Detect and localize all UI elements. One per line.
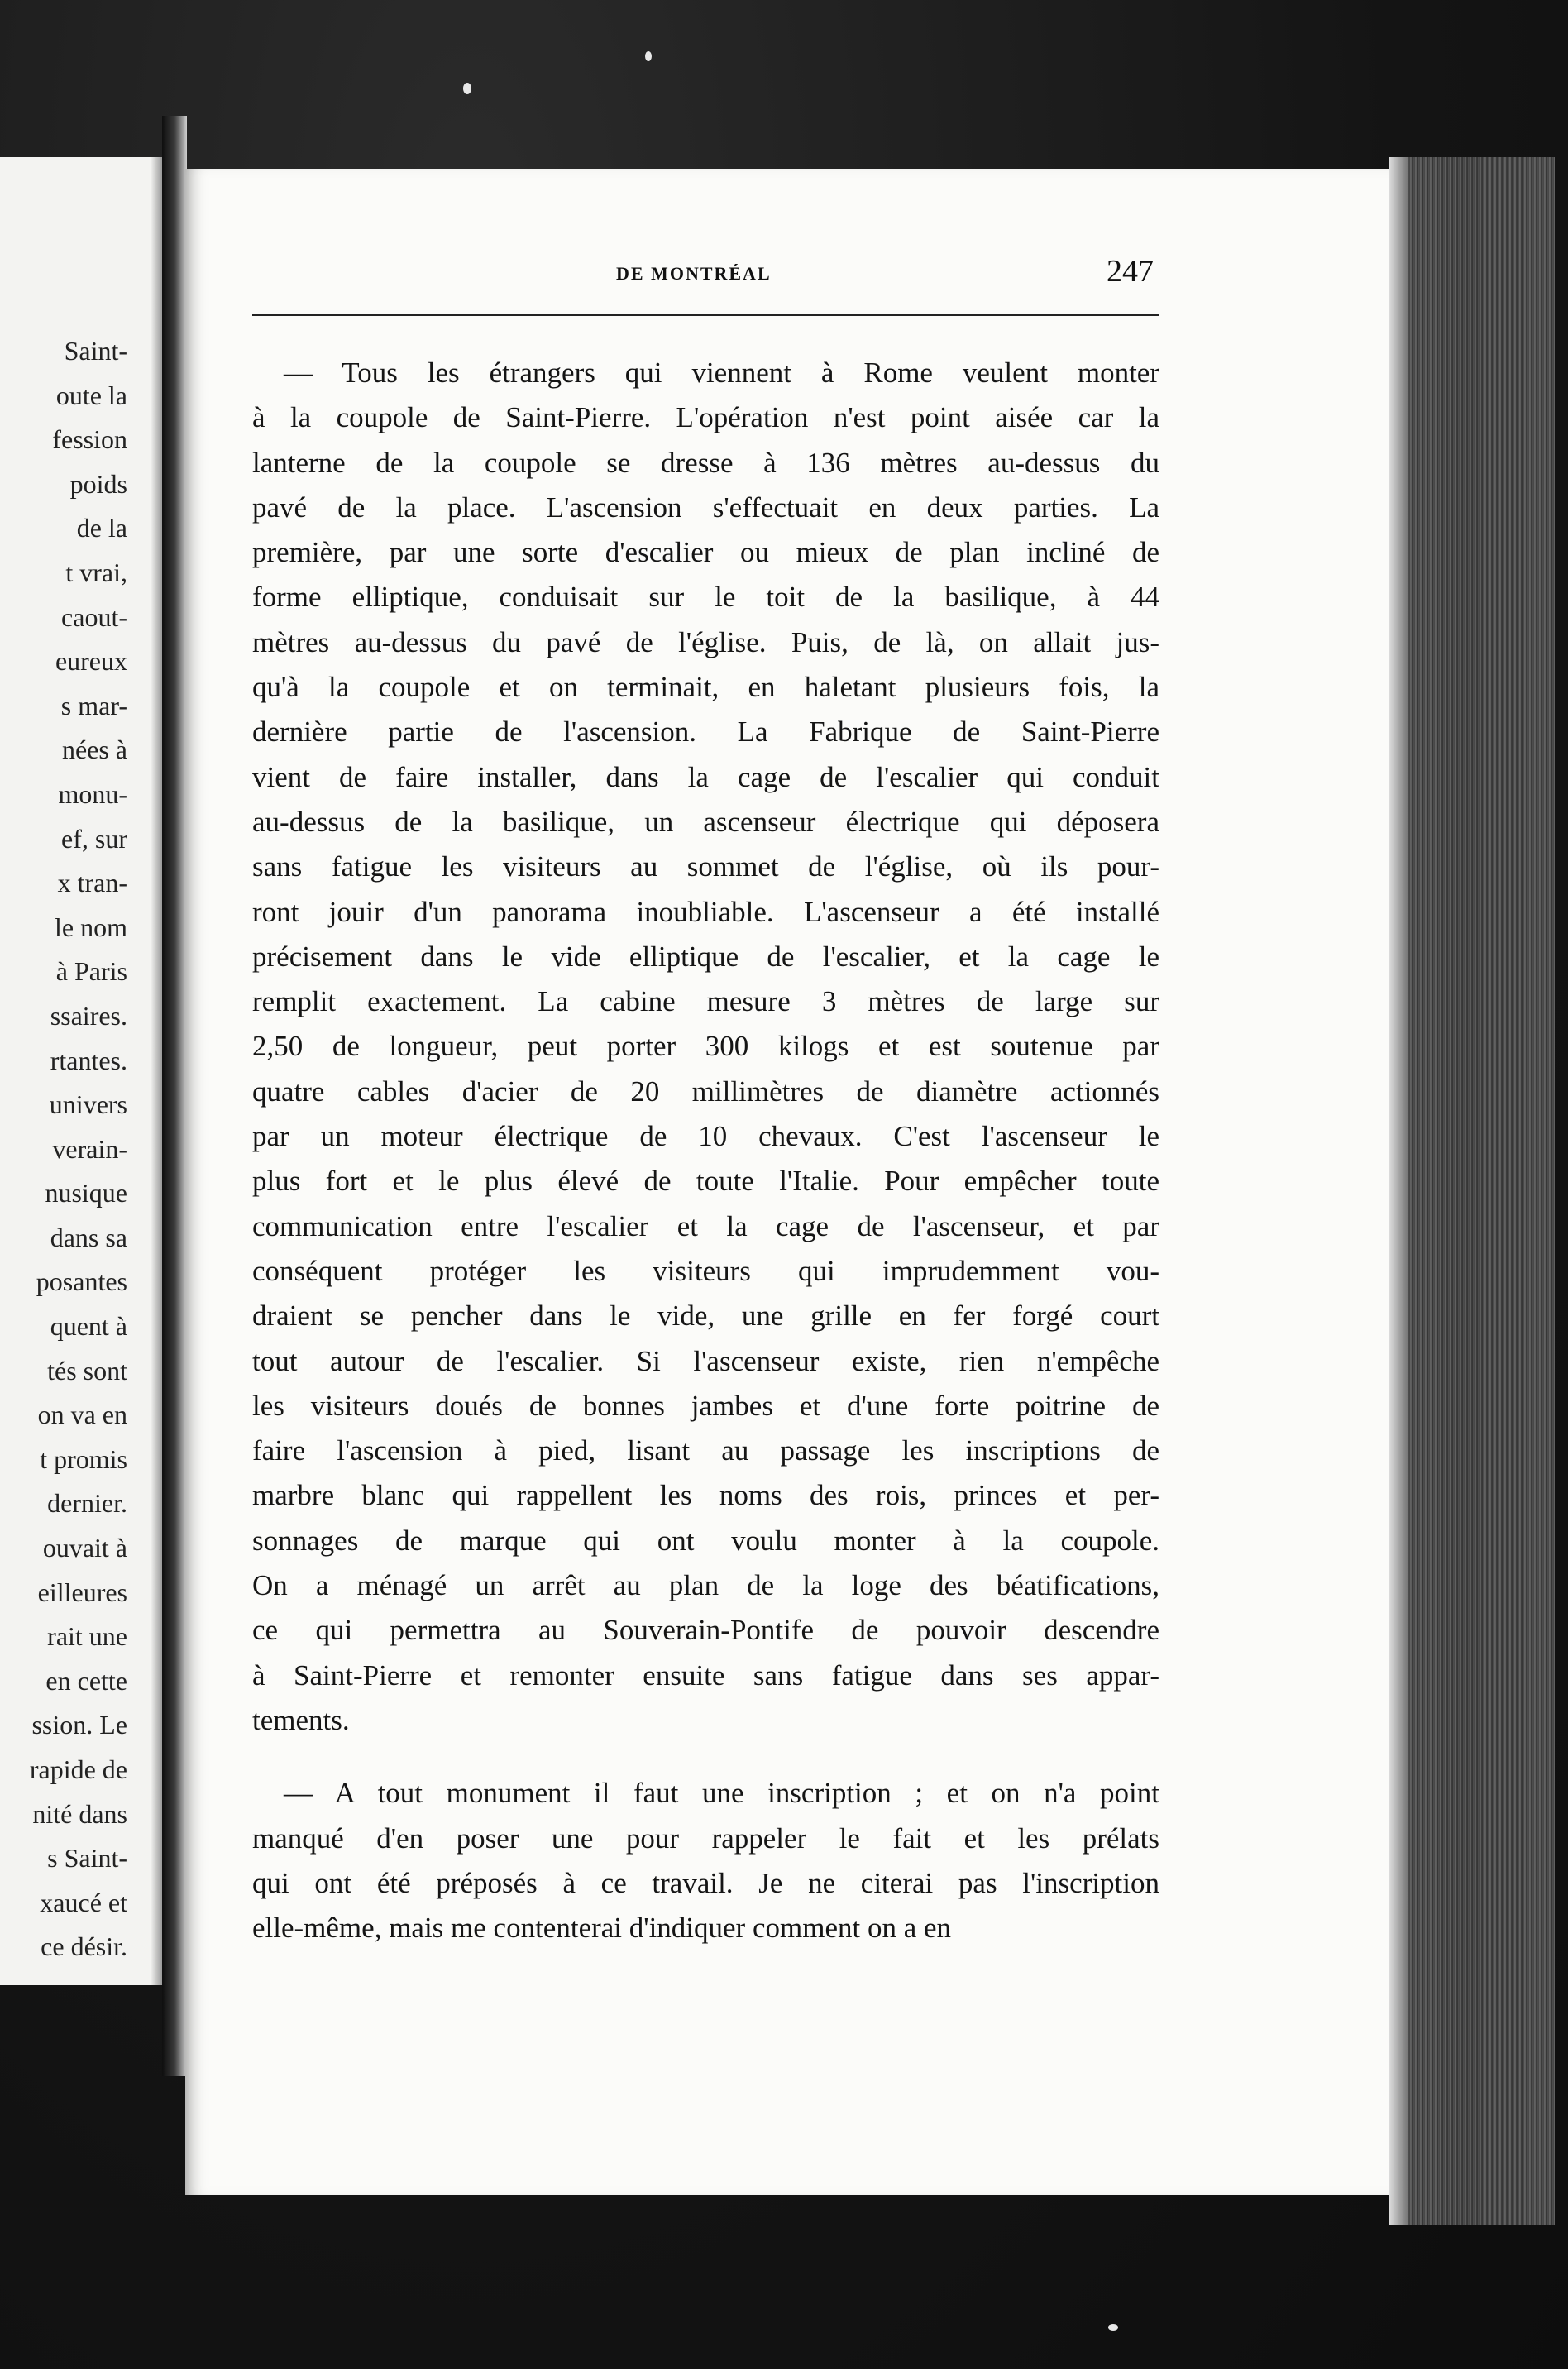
text-line: ce qui permettra au Souverain-Pontife de pouvoir descendre bbox=[252, 1614, 1159, 1647]
text-line: mètres au-dessus du pavé de l'église. Puis, de là, on allait jus- bbox=[252, 625, 1159, 658]
running-head: DE MONTRÉAL bbox=[616, 263, 772, 284]
text-line: conséquent protéger les visiteurs qui imprudemment vou- bbox=[252, 1254, 1159, 1287]
text-line: précisement dans le vide elliptique de l'escalier, et la cage le bbox=[252, 940, 1159, 973]
left-page-line: ssion. Le bbox=[31, 1710, 127, 1740]
text-line: — Tous les étrangers qui viennent à Rome veulent monter bbox=[284, 357, 1159, 389]
text-line: tements. bbox=[252, 1703, 350, 1736]
left-page-line: x tran- bbox=[57, 868, 127, 898]
paragraph bbox=[252, 351, 1159, 1743]
left-page-line: nité dans bbox=[32, 1798, 127, 1829]
left-page-line: eilleures bbox=[37, 1577, 127, 1607]
text-line: quatre cables d'acier de 20 millimètres de diamètre actionnés bbox=[252, 1074, 1159, 1108]
text-line: qu'à la coupole et on terminait, en haletant plusieurs fois, la bbox=[252, 671, 1159, 704]
book-binding bbox=[162, 116, 187, 2076]
header-rule bbox=[252, 314, 1159, 316]
left-page-gutter bbox=[151, 157, 162, 1985]
left-page-line: poids bbox=[69, 468, 127, 499]
left-page-line: oute la bbox=[55, 380, 127, 410]
left-page-line: quent à bbox=[50, 1311, 127, 1342]
left-page-line: rapide de bbox=[29, 1754, 127, 1784]
paragraph bbox=[252, 1771, 1159, 1950]
left-page-line: s mar- bbox=[60, 690, 127, 720]
left-page-line: s Saint- bbox=[47, 1843, 127, 1874]
text-line: par un moteur électrique de 10 chevaux. C'est l'ascenseur le bbox=[252, 1120, 1159, 1153]
text-line: première, par une sorte d'escalier ou mieux de plan incliné de bbox=[252, 536, 1159, 569]
text-line: à Saint-Pierre et remonter ensuite sans fatigue dans ses appar- bbox=[252, 1658, 1159, 1692]
left-page-line: ef, sur bbox=[61, 823, 127, 854]
dust-speck bbox=[645, 51, 652, 61]
left-page-line: dans sa bbox=[50, 1222, 127, 1252]
left-page-line: verain- bbox=[52, 1133, 127, 1164]
left-page-line: caout- bbox=[61, 601, 127, 632]
text-line: au-dessus de la basilique, un ascenseur électrique qui déposera bbox=[252, 805, 1159, 838]
text-line: à la coupole de Saint-Pierre. L'opération n'est point aisée car la bbox=[252, 401, 1159, 434]
dust-speck bbox=[463, 83, 471, 94]
left-page-line: ouvait à bbox=[42, 1533, 127, 1563]
text-line: 2,50 de longueur, peut porter 300 kilogs et est soutenue par bbox=[252, 1030, 1159, 1063]
left-page-line: rait une bbox=[47, 1621, 127, 1652]
left-page-line: fession bbox=[52, 424, 127, 455]
text-line: communication entre l'escalier et la cage de l'ascenseur, et par bbox=[252, 1209, 1159, 1242]
text-line: lanterne de la coupole se dresse à 136 mètres au-dessus du bbox=[252, 446, 1159, 479]
text-line: remplit exactement. La cabine mesure 3 mètres de large sur bbox=[252, 985, 1159, 1018]
left-page-line: xaucé et bbox=[40, 1887, 127, 1917]
text-line: forme elliptique, conduisait sur le toit de la basilique, à 44 bbox=[252, 581, 1159, 614]
left-page-line: en cette bbox=[45, 1665, 127, 1696]
left-page-line: on va en bbox=[37, 1400, 127, 1430]
left-page-line: univers bbox=[49, 1089, 127, 1120]
text-line: tout autour de l'escalier. Si l'ascenseur existe, rien n'empêche bbox=[252, 1344, 1159, 1377]
text-line: faire l'ascension à pied, lisant au passage les inscriptions de bbox=[252, 1434, 1159, 1467]
text-line: marbre blanc qui rappellent les noms des rois, princes et per- bbox=[252, 1479, 1159, 1512]
text-line: manqué d'en poser une pour rappeler le fait et les prélats bbox=[252, 1821, 1159, 1855]
text-line: vient de faire installer, dans la cage de l'escalier qui conduit bbox=[252, 760, 1159, 793]
left-page-line: posantes bbox=[36, 1266, 127, 1297]
left-page-line: ce désir. bbox=[41, 1931, 127, 1962]
left-page-line: le nom bbox=[55, 912, 127, 942]
left-page-line: nusique bbox=[45, 1178, 127, 1208]
left-page-line: ssaires. bbox=[50, 1000, 127, 1031]
text-line: les visiteurs doués de bonnes jambes et d'une forte poitrine de bbox=[252, 1389, 1159, 1422]
text-line: plus fort et le plus élevé de toute l'Italie. Pour empêcher toute bbox=[252, 1165, 1159, 1198]
text-line: dernière partie de l'ascension. La Fabrique de Saint-Pierre bbox=[252, 715, 1159, 749]
text-line: qui ont été préposés à ce travail. Je ne citerai pas l'inscription bbox=[252, 1866, 1159, 1899]
left-page-line: à Paris bbox=[55, 956, 127, 987]
left-page-line: dernier. bbox=[47, 1488, 127, 1519]
left-page-line: nées à bbox=[61, 735, 127, 765]
text-line: sonnages de marque qui ont voulu monter à la coupole. bbox=[252, 1524, 1159, 1557]
text-line: ront jouir d'un panorama inoubliable. L'ascenseur a été installé bbox=[252, 895, 1159, 928]
left-page-line: eureux bbox=[55, 646, 127, 677]
text-line: draient se pencher dans le vide, une grille en fer forgé court bbox=[252, 1299, 1159, 1333]
text-line: On a ménagé un arrêt au plan de la loge des béatifications, bbox=[252, 1569, 1159, 1602]
left-page-line: Saint- bbox=[64, 336, 127, 366]
left-page-line: tés sont bbox=[47, 1355, 127, 1386]
left-page-line: t promis bbox=[40, 1443, 127, 1474]
left-page-text-fragments bbox=[30, 329, 127, 1969]
page-block-edge bbox=[1389, 157, 1555, 2225]
left-page-line: rtantes. bbox=[50, 1045, 127, 1075]
left-page-line: monu- bbox=[58, 778, 127, 809]
page-edge-highlight bbox=[1389, 157, 1408, 2225]
text-line: elle-même, mais me contenterai d'indiquer comment on a en bbox=[252, 1912, 952, 1945]
left-page-line: de la bbox=[76, 513, 127, 543]
text-line: pavé de la place. L'ascension s'effectuait en deux parties. La bbox=[252, 491, 1159, 524]
text-line: sans fatigue les visiteurs au sommet de l'église, où ils pour- bbox=[252, 850, 1159, 883]
body-text bbox=[252, 351, 1159, 1950]
left-facing-page bbox=[0, 157, 162, 1985]
dust-speck bbox=[1108, 2324, 1118, 2331]
text-line: — A tout monument il faut une inscription ; et on n'a point bbox=[284, 1777, 1159, 1810]
left-page-line: t vrai, bbox=[65, 557, 127, 587]
page-number: 247 bbox=[1107, 254, 1154, 289]
